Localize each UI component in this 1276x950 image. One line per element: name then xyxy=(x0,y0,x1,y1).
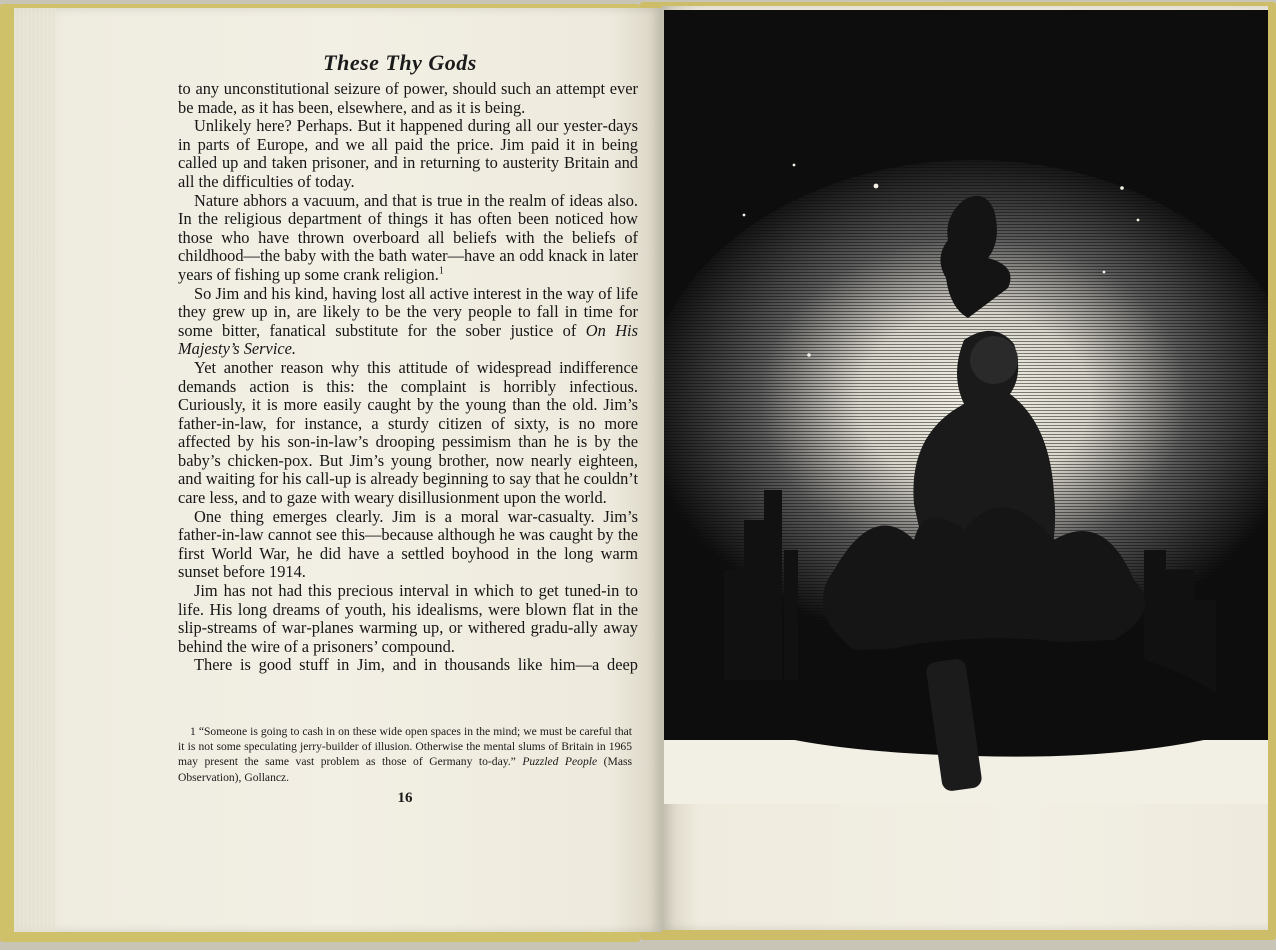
paragraph: One thing emerges clearly. Jim is a moral war‐casualty. Jim’s father‐in‐law cannot see this—because although he was caught by the first World War, he did have a settled boyhood in the long warm sunset before 1914. xyxy=(178,506,638,582)
paragraph: So Jim and his kind, having lost all active interest in the way of life they grew up in, are likely to be the very people to fall in time for some bitter, fanatical substitute for the sober justice of On His Majesty’s Service. xyxy=(178,283,638,359)
body-text xyxy=(178,80,638,675)
paragraph: Nature abhors a vacuum, and that is true in the realm of ideas also. In the religious department of things it has often been noticed how those who have thrown overboard all beliefs with the beliefs of childhood—the baby with the bath water—have an odd knack in later years of fishing up some crank religion.$^1$ xyxy=(178,190,638,284)
paragraph: Unlikely here? Perhaps. But it happened during all our yester‐days in parts of Europe, and we all paid the price. Jim paid it in being called up and taken prisoner, and in returning to austerity Britain and all the difficulties of today. xyxy=(178,116,638,191)
footnote-italic: Puzzled People xyxy=(522,755,598,769)
italic-title: On His Majesty’s Service. xyxy=(178,320,638,359)
running-head: These Thy Gods xyxy=(323,50,477,75)
paragraph: Jim has not had this precious interval in which to get tuned‐in to life. His long dreams of youth, his idealisms, were blown flat in the slip‐streams of war‐planes warming up, or withered gradu‐ally away behind the wire of a prisoners’ compound. xyxy=(178,581,638,656)
footnote-marker: 1 xyxy=(190,725,196,738)
footnote: 1 “Someone is going to cash in on these wide open spaces in the mind; we must be careful that it is not some speculating jerry-builder of illusion. Otherwise the mental slums of Britain in 1965 may present the same vast problem as those of Germany to-day.” Puzzled People (Mass Observation), Gollancz. xyxy=(178,725,632,784)
page-edges xyxy=(14,8,56,932)
paragraph: to any unconstitutional seizure of power, should such an attempt ever be made, as it has been, elsewhere, and as it is being. xyxy=(178,79,638,117)
engraving-illustration xyxy=(664,10,1268,804)
paragraph: Yet another reason why this attitude of widespread indifference demands action is this: the complaint is horribly infectious. Curiously, it is more easily caught by the young than the old. Jim’s father‐in‐law, for instance, a sturdy citizen of sixty, is no more affected by his son‐in‐law’s drooping pessimism than he is by the baby’s chicken‐pox. But Jim’s young brother, now nearly eighteen, and waiting for his call‐up is already beginning to say that he couldn’t care less, and to gaze with weary disillusionment upon the world. xyxy=(178,357,638,508)
page-number: 16 xyxy=(397,790,413,806)
figure-head xyxy=(970,336,1018,384)
paragraph: There is good stuff in Jim, and in thousands like him—a deep xyxy=(194,655,638,675)
footnote-reference[interactable]: 1 xyxy=(438,265,444,277)
